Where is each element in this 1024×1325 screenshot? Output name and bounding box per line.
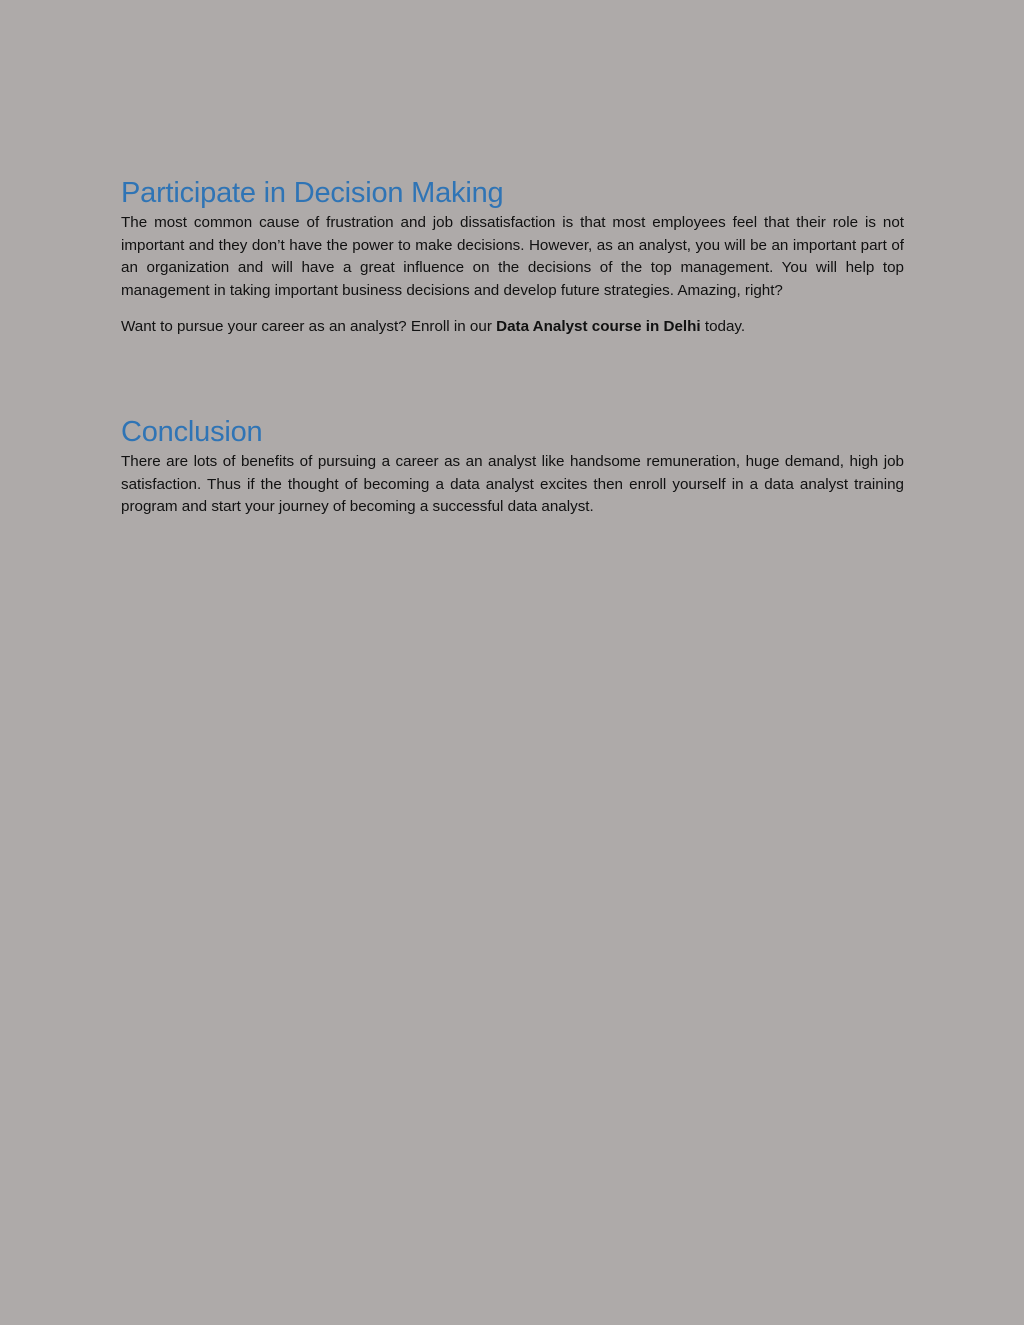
call-to-action bbox=[121, 316, 904, 339]
section-heading: Conclusion bbox=[121, 416, 263, 448]
section-paragraph: The most common cause of frustration and job dissatisfaction is that most employees feel that their role is not important and they don’t have the power to make decisions. However, as an analyst, you will be an important part of an organization and will have a great influence on the decisions of the top management. You will help top management in taking important business decisions and develop future strategies. Amazing, right? bbox=[121, 214, 904, 299]
cta-text-before: Want to pursue your career as an analyst? Enroll in our bbox=[121, 318, 497, 336]
section-paragraph: There are lots of benefits of pursuing a career as an analyst like handsome remuneration, huge demand, high job satisfaction. Thus if the thought of becoming a data analyst excites then enroll yourself in a data analyst training program and start your journey of becoming a successful data analyst. bbox=[121, 453, 904, 516]
course-link-text: Data Analyst course in Delhi bbox=[496, 318, 701, 336]
section-conclusion bbox=[121, 413, 904, 519]
section-decision-making bbox=[121, 174, 904, 339]
section-heading: Participate in Decision Making bbox=[121, 177, 504, 209]
cta-text-after: today. bbox=[700, 318, 746, 336]
